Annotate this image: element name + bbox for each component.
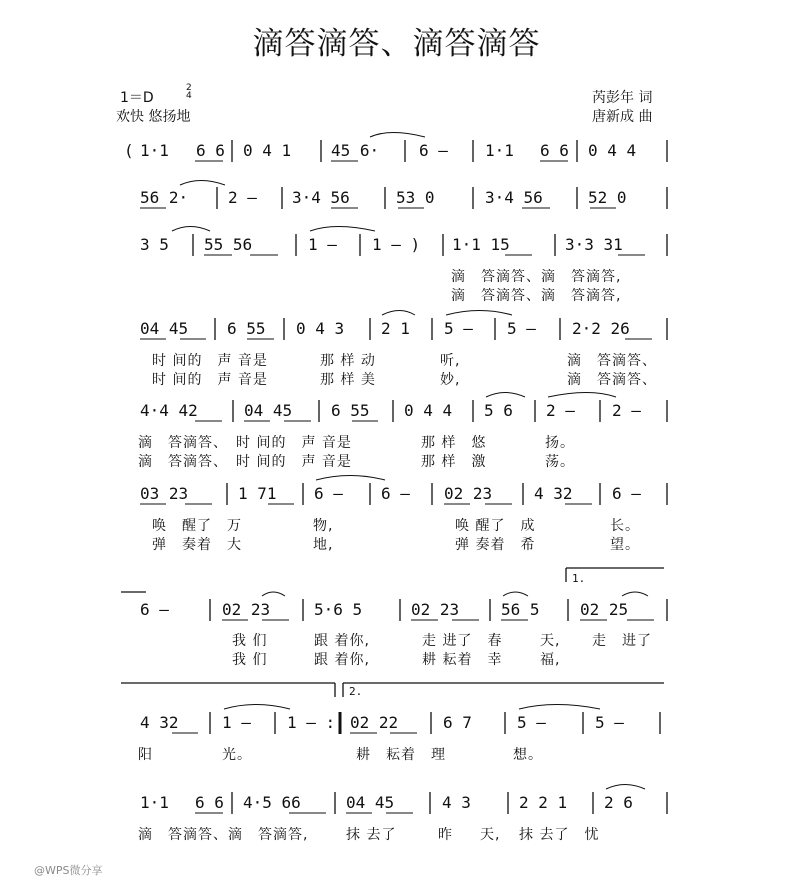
svg-text:02 23: 02 23 [444, 484, 493, 503]
svg-text:56 2·: 56 2· [140, 188, 189, 207]
svg-text:02 25: 02 25 [580, 600, 629, 619]
row-6 [140, 483, 667, 505]
svg-text:02 22: 02 22 [350, 713, 399, 732]
row-2 [140, 187, 667, 209]
row-1 [124, 140, 667, 162]
row-3 [140, 234, 667, 256]
svg-text:2 –: 2 – [546, 401, 575, 420]
svg-text:6 6: 6 6 [540, 141, 569, 160]
svg-text:5 –: 5 – [507, 319, 536, 338]
svg-text:4·4 42: 4·4 42 [140, 401, 198, 420]
volta-1-label: 1. [572, 572, 586, 585]
svg-text:53 0: 53 0 [396, 188, 435, 207]
time-signature: 2 4 [186, 83, 192, 101]
svg-text:(: ( [124, 141, 134, 160]
svg-text:45 6·: 45 6· [331, 141, 380, 160]
svg-text:6 55: 6 55 [227, 319, 266, 338]
svg-text:3·4 56: 3·4 56 [485, 188, 543, 207]
svg-text:02 23: 02 23 [222, 600, 271, 619]
watermark: @WPS微分享 [34, 864, 103, 877]
row-9 [140, 792, 667, 814]
svg-text:1 –: 1 – [222, 713, 251, 732]
svg-text:3·4 56: 3·4 56 [292, 188, 350, 207]
svg-text:6 –: 6 – [381, 484, 410, 503]
svg-text:1 71: 1 71 [238, 484, 277, 503]
svg-text:5 –: 5 – [444, 319, 473, 338]
svg-text:5·6 5: 5·6 5 [314, 600, 363, 619]
svg-text:4 32: 4 32 [534, 484, 573, 503]
svg-text:3·3 31: 3·3 31 [565, 235, 623, 254]
svg-text:4 32: 4 32 [140, 713, 179, 732]
svg-text:04 45: 04 45 [244, 401, 293, 420]
svg-text:52 0: 52 0 [588, 188, 627, 207]
song-title: 滴答滴答、滴答滴答 [252, 26, 541, 62]
svg-text:6 –: 6 – [140, 600, 169, 619]
svg-text:04 45: 04 45 [140, 319, 189, 338]
svg-text:6 –: 6 – [419, 141, 448, 160]
svg-text:2 6: 2 6 [604, 793, 633, 812]
svg-text:2 2 1: 2 2 1 [519, 793, 568, 812]
key-signature: 1＝D [120, 90, 154, 106]
svg-text:3 5: 3 5 [140, 235, 169, 254]
tempo-marking: 欢快 悠扬地 [116, 109, 191, 125]
svg-text:04 45: 04 45 [346, 793, 395, 812]
row-7 [140, 599, 667, 621]
svg-text:0 4 3: 0 4 3 [296, 319, 345, 338]
svg-text:1·1: 1·1 [140, 793, 169, 812]
svg-text:1 – ): 1 – ) [372, 235, 421, 254]
svg-text:2·2 26: 2·2 26 [572, 319, 630, 338]
composer-credit: 唐新成 曲 [592, 109, 653, 125]
svg-text:6 –: 6 – [612, 484, 641, 503]
svg-text:5 –: 5 – [517, 713, 546, 732]
svg-text:1 –: 1 – [308, 235, 337, 254]
row-5 [140, 400, 667, 422]
svg-text:1·1: 1·1 [140, 141, 169, 160]
svg-text:5 –: 5 – [595, 713, 624, 732]
svg-text:6 6: 6 6 [196, 141, 225, 160]
svg-text:6 6: 6 6 [195, 793, 224, 812]
svg-text:0 4 4: 0 4 4 [404, 401, 453, 420]
volta-2-label: 2. [349, 685, 363, 698]
svg-text:2 1: 2 1 [381, 319, 410, 338]
svg-text:2 –: 2 – [612, 401, 641, 420]
svg-text:55 56: 55 56 [204, 235, 253, 254]
svg-text:0 4 4: 0 4 4 [588, 141, 637, 160]
svg-text:02 23: 02 23 [411, 600, 460, 619]
svg-text:6 –: 6 – [314, 484, 343, 503]
svg-text:4·5 66: 4·5 66 [243, 793, 301, 812]
svg-text:6 55: 6 55 [331, 401, 370, 420]
svg-text:1 – :: 1 – : [287, 713, 336, 732]
svg-text:6 7: 6 7 [443, 713, 472, 732]
svg-text:0 4 1: 0 4 1 [243, 141, 292, 160]
svg-text:03 23: 03 23 [140, 484, 189, 503]
svg-text:1·1: 1·1 [485, 141, 514, 160]
svg-text:2 –: 2 – [228, 188, 257, 207]
svg-text:4 3: 4 3 [442, 793, 471, 812]
row-4 [140, 318, 667, 340]
lyricist-credit: 芮彭年 词 [592, 90, 653, 106]
svg-text:56 5: 56 5 [501, 600, 540, 619]
svg-text:5 6: 5 6 [484, 401, 513, 420]
svg-text:1·1 15: 1·1 15 [452, 235, 510, 254]
row-8 [140, 712, 660, 734]
